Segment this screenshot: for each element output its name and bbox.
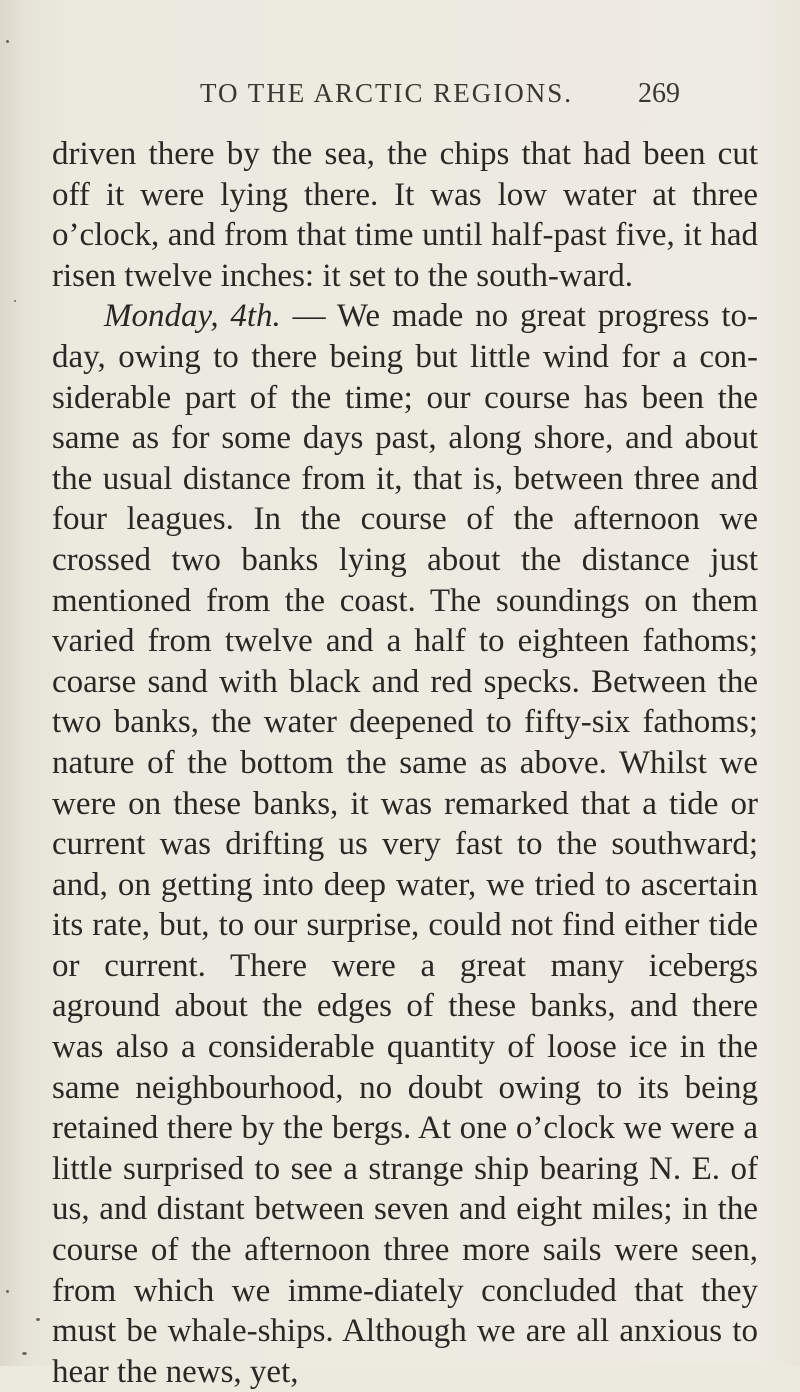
running-title: TO THE ARCTIC REGIONS. bbox=[200, 78, 574, 108]
date-heading: Monday, 4th. bbox=[104, 298, 281, 335]
page-number: 269 bbox=[638, 78, 680, 109]
paragraph-text: — We made no great progress to-day, owing to there being but little wind for a con-siderable part of the time; our course has been the same as for some days past, along shore, and about the usual distance from it, that is, between three and four leagues. In the course of the afternoon we crossed two banks lying about the distance just mentioned from the coast. The soundings on them varied from twelve and a half to eighteen fathoms; coarse sand with black and red specks. Between the two banks, the water deepened to fifty-six fathoms; nature of the bottom the same as above. Whilst we were on these banks, it was remarked that a tide or current was drifting us very fast to the southward; and, on getting into deep water, we tried to ascertain its rate, but, to our surprise, could not find either tide or current. There were a great many icebergs aground about the edges of these banks, and there was also a considerable quantity of loose ice in the same neighbourhood, no doubt owing to its being retained there by the bergs. At one o’clock we were a little surprised to see a strange ship bearing N. E. of us, and distant between seven and eight miles; in the course of the afternoon three more sails were seen, from which we imme-diately concluded that they must be whale-ships. Although we are all anxious to hear the news, yet, bbox=[52, 298, 759, 1390]
paragraph bbox=[52, 296, 758, 1392]
body-text bbox=[52, 134, 758, 1392]
paragraph: driven there by the sea, the chips that had been cut off it were lying there. It was low water at three o’clock, and from that time until half-past five, it had risen twelve inches: it set to the south-ward. bbox=[52, 136, 758, 294]
running-head bbox=[200, 78, 680, 118]
